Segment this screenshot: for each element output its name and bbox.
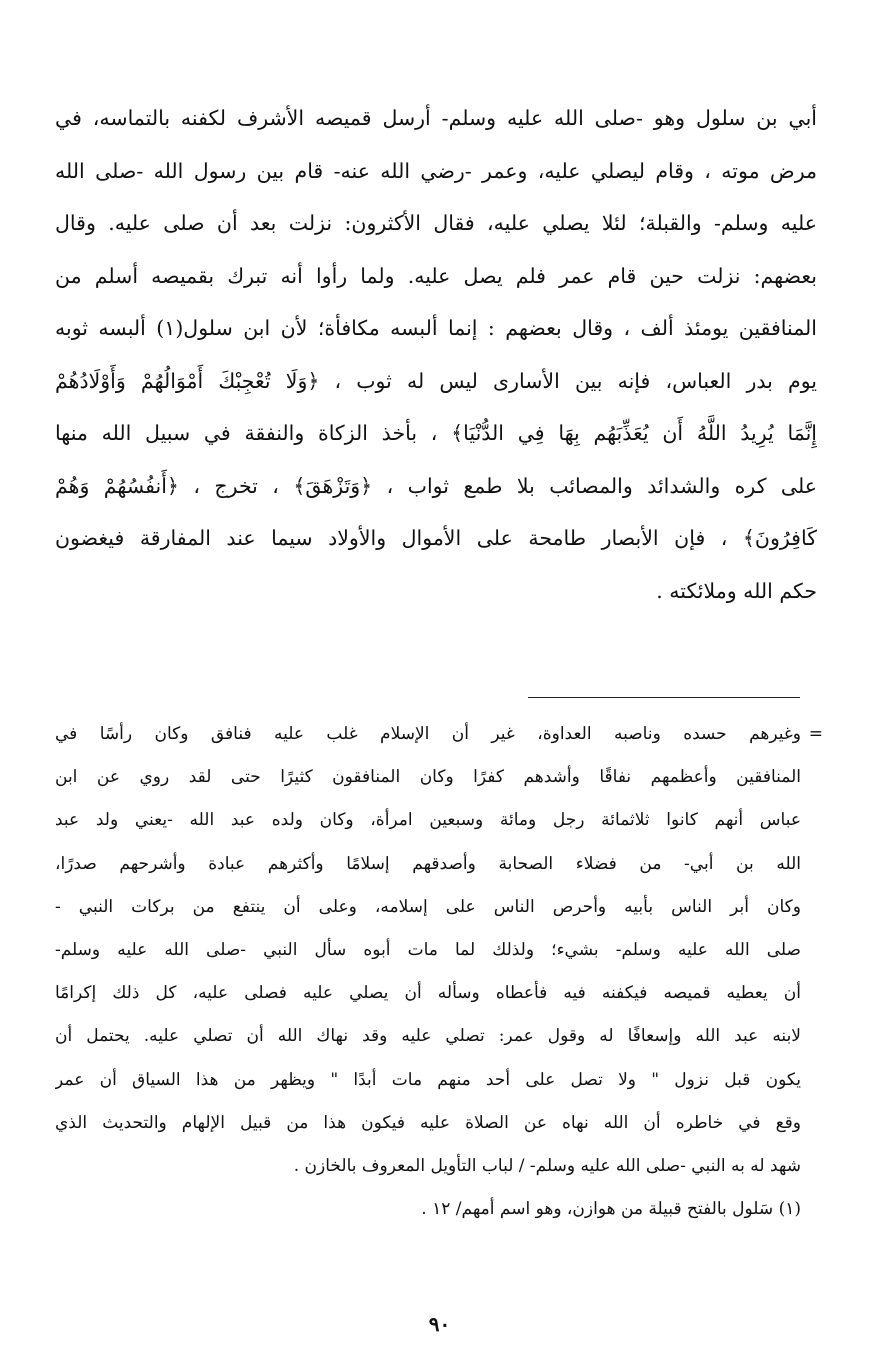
footnote-line: لابنه عبد الله وإسعافًا له وقول عمر: تصلي عليه وقد نهاك الله أن تصلي عليه. يحتمل أن xyxy=(55,1026,801,1047)
text-line: مرض موته ، وقام ليصلي عليه، وعمر -رضي الله عنه- قام بين رسول الله -صلى الله xyxy=(55,158,817,183)
footnotes xyxy=(55,713,823,1231)
footnote-line: المنافقين وأعظمهم نفاقًا وأشدهم كفرًا وكان المنافقون كثيرًا حتى لقد روي عن ابن xyxy=(55,767,801,788)
page-number: ٩٠ xyxy=(428,1312,451,1336)
footnote-line: أن يعطيه قميصه فيكفنه فيه فأعطاه وسأله أن يصلي عليه فصلى عليه، كل ذلك إكرامًا xyxy=(55,983,801,1004)
text-line: بعضهم: نزلت حين قام عمر فلم يصل عليه. ولما رأوا أنه تبرك بقميصه أسلم من xyxy=(55,263,817,288)
main-text xyxy=(55,92,817,617)
text-line: حكم الله وملائكته . xyxy=(656,578,817,603)
footnote-line: شهد له به النبي -صلى الله عليه وسلم- / لباب التأويل المعروف بالخازن . xyxy=(293,1155,801,1176)
footnote-continuation-marker: = xyxy=(808,724,823,744)
text-line: إِنَّمَا يُرِيدُ اللَّهُ أَن يُعَذِّبَهُم بِهَا فِي الدُّنْيَا﴾ ، بأخذ الزكاة والنفقة في سبيل الله منها xyxy=(55,421,817,445)
text-line: عليه وسلم- والقبلة؛ لئلا يصلي عليه، فقال الأكثرون: نزلت بعد أن صلى عليه. وقال xyxy=(55,211,817,235)
footnote-line: وقع في خاطره أن الله نهاه عن الصلاة عليه فيكون هذا من قبيل الإلهام والتحديث الذي xyxy=(55,1112,801,1133)
text-line: على كره والشدائد والمصائب بلا طمع ثواب ، ﴿وَتَزْهَقَ﴾ ، تخرج ، ﴿أَنفُسُهُمْ وَهُمْ xyxy=(55,473,817,498)
footnote-line: وغيرهم حسده وناصبه العداوة، غير أن الإسلام غلب عليه فنافق وكان رأسًا في xyxy=(55,724,801,744)
text-line: المنافقين يومئذ ألف ، وقال بعضهم : إنما ألبسه مكافأة؛ لأن ابن سلول(١) ألبسه ثوبه xyxy=(55,316,817,340)
text-line: يوم بدر العباس، فإنه بين الأسارى ليس له ثوب ، ﴿وَلَا تُعْجِبْكَ أَمْوَالُهُمْ وَأَوْلَادُهُمْ xyxy=(55,368,817,393)
footnote-line: وكان أبر الناس بأبيه وأحرص الناس على إسلامه، وعلى أن ينتفع من بركات النبي - xyxy=(55,896,801,917)
text-line: كَافِرُونَ﴾ ، فإن الأبصار طامحة على الأموال والأولاد سيما عند المفارقة فيغضون xyxy=(55,526,817,550)
footnote-line: الله بن أبي- من فضلاء الصحابة وأصدقهم إسلامًا وأكثرهم عبادة وأشرحهم صدرًا، xyxy=(55,853,801,874)
footnote-line: صلى الله عليه وسلم- بشيء؛ ولذلك لما مات أبوه سأل النبي -صلى الله عليه وسلم- xyxy=(55,939,801,960)
text-line: أبي بن سلول وهو -صلى الله عليه وسلم- أرسل قميصه الأشرف لكفنه بالتماسه، في xyxy=(55,106,817,130)
footnote-line: يكون قبل نزول " ولا تصل على أحد منهم مات أبدًا " ويظهر من هذا السياق أن عمر xyxy=(55,1069,801,1090)
footnote-line: (١) سَلول بالفتح قبيلة من هوازن، وهو اسم أمهم/ ١٢ . xyxy=(421,1199,801,1220)
footnote-separator xyxy=(528,697,800,698)
footnote-line: عباس أنهم كانوا ثلاثمائة رجل ومائة وسبعين امرأة، وكان ولده عبد الله -يعني ولد عبد xyxy=(55,810,801,831)
